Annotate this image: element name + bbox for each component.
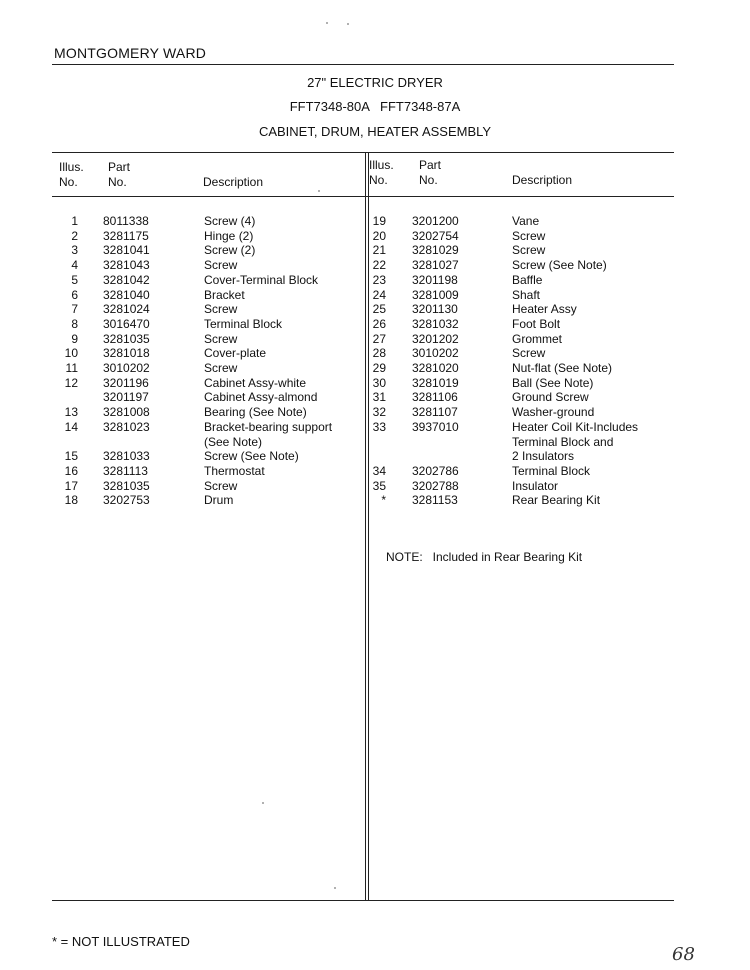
scan-speck bbox=[334, 887, 336, 889]
illus-number: 3 bbox=[71, 243, 78, 258]
part-description: Terminal Block bbox=[204, 316, 283, 331]
part-number: 3281106 bbox=[412, 390, 458, 405]
part-description: Thermostat bbox=[204, 463, 265, 478]
part-description: Terminal Block and bbox=[512, 434, 614, 449]
part-description: Screw (4) bbox=[204, 214, 256, 228]
illus-number: 32 bbox=[372, 405, 386, 420]
part-number: 3010202 bbox=[103, 361, 150, 375]
table-top-rule bbox=[52, 152, 674, 153]
note-text: NOTE: Included in Rear Bearing Kit bbox=[386, 550, 583, 564]
part-description: Nut-flat (See Note) bbox=[512, 361, 613, 375]
part-description: Ball (See Note) bbox=[512, 375, 594, 390]
part-description: Cabinet Assy-white bbox=[204, 375, 307, 390]
right-description-header: Description bbox=[512, 173, 573, 187]
illus-number: 6 bbox=[71, 287, 78, 302]
handwritten-page-number: 68 bbox=[672, 944, 695, 965]
part-description: Insulator bbox=[512, 478, 559, 493]
illus-number: 35 bbox=[372, 478, 386, 493]
illus-number: 34 bbox=[372, 463, 386, 478]
right-illus-header: Illus. No. bbox=[369, 158, 394, 187]
illus-number: 12 bbox=[64, 375, 78, 390]
part-description: Bearing (See Note) bbox=[204, 405, 307, 420]
part-description: Screw (See Note) bbox=[512, 258, 607, 273]
illus-number: 28 bbox=[372, 346, 386, 361]
part-number: 3016470 bbox=[103, 316, 150, 331]
illus-number: 16 bbox=[64, 463, 78, 478]
illus-number: 13 bbox=[64, 405, 78, 420]
part-description: Heater Coil Kit-Includes bbox=[512, 419, 639, 434]
part-description: Vane bbox=[512, 214, 540, 228]
illus-number: 4 bbox=[71, 258, 78, 273]
illus-number: 22 bbox=[372, 258, 386, 273]
part-number: 3281042 bbox=[103, 272, 150, 287]
part-number: 3281035 bbox=[103, 331, 150, 346]
assembly-title: CABINET, DRUM, HEATER ASSEMBLY bbox=[258, 124, 492, 139]
illus-number: 14 bbox=[64, 419, 78, 434]
footnote: * = NOT ILLUSTRATED bbox=[52, 934, 190, 949]
part-number: 3281008 bbox=[103, 405, 150, 420]
part-number: 3281024 bbox=[103, 302, 150, 317]
part-number: 3202753 bbox=[103, 493, 150, 508]
part-number: 3201196 bbox=[103, 375, 149, 390]
part-number: 3281113 bbox=[103, 463, 148, 478]
part-description: Ground Screw bbox=[512, 390, 589, 405]
illus-number: * bbox=[381, 493, 386, 508]
part-number: 3281023 bbox=[103, 419, 150, 434]
left-part-header: Part No. bbox=[108, 160, 131, 189]
part-description: Cover-Terminal Block bbox=[204, 272, 319, 287]
illus-number: 30 bbox=[372, 375, 386, 390]
illus-number: 23 bbox=[372, 272, 386, 287]
part-number: 3281035 bbox=[103, 478, 150, 493]
part-description: Screw (2) bbox=[204, 243, 256, 258]
part-description: Hinge (2) bbox=[204, 228, 254, 243]
left-description-header: Description bbox=[203, 175, 264, 189]
illus-number: 27 bbox=[372, 331, 386, 346]
illus-number: 8 bbox=[71, 316, 78, 331]
part-description: Grommet bbox=[512, 331, 563, 346]
scan-speck bbox=[326, 22, 328, 24]
part-number: 3937010 bbox=[412, 419, 459, 434]
part-number: 3281043 bbox=[103, 258, 150, 273]
part-description: Cabinet Assy-almond bbox=[204, 390, 318, 405]
illus-number: 2 bbox=[71, 228, 78, 243]
illus-number: 9 bbox=[71, 331, 78, 346]
illus-number: 21 bbox=[372, 243, 386, 258]
part-number: 3010202 bbox=[412, 346, 459, 361]
part-number: 3281153 bbox=[412, 493, 458, 508]
right-part-header: Part No. bbox=[419, 158, 442, 187]
part-number: 3201197 bbox=[103, 390, 149, 405]
header-bottom-rule bbox=[52, 196, 674, 197]
illus-number: 19 bbox=[372, 214, 386, 228]
illus-number: 5 bbox=[71, 272, 78, 287]
part-description: Screw bbox=[204, 258, 238, 273]
part-number: 3281041 bbox=[103, 243, 150, 258]
illus-number: 1 bbox=[71, 214, 78, 228]
model-numbers: FFT7348-80A FFT7348-87A bbox=[289, 99, 461, 114]
part-number: 3281175 bbox=[103, 228, 149, 243]
part-description: Washer-ground bbox=[512, 405, 595, 420]
part-description: Screw bbox=[204, 331, 238, 346]
part-description: Baffle bbox=[512, 272, 543, 287]
part-description: Screw bbox=[512, 346, 546, 361]
illus-number: 31 bbox=[372, 390, 386, 405]
part-number: 3281018 bbox=[103, 346, 150, 361]
illus-number: 33 bbox=[372, 419, 386, 434]
part-description: Screw bbox=[512, 243, 546, 258]
part-description: Foot Bolt bbox=[512, 316, 561, 331]
part-description: Screw bbox=[512, 228, 546, 243]
part-number: 3201202 bbox=[412, 331, 459, 346]
part-description: Cover-plate bbox=[204, 346, 267, 361]
part-number: 3281040 bbox=[103, 287, 150, 302]
part-number: 3281019 bbox=[412, 375, 459, 390]
part-description: Terminal Block bbox=[512, 463, 591, 478]
illus-number: 17 bbox=[64, 478, 78, 493]
part-number: 3201200 bbox=[412, 214, 459, 228]
brand-name: MONTGOMERY WARD bbox=[54, 45, 207, 61]
illus-number: 15 bbox=[64, 449, 78, 464]
illus-number: 10 bbox=[64, 346, 78, 361]
illus-number: 11 bbox=[65, 361, 78, 375]
part-number: 3281029 bbox=[412, 243, 459, 258]
part-description: Rear Bearing Kit bbox=[512, 493, 601, 508]
part-number: 8011338 bbox=[103, 214, 149, 228]
illus-number: 26 bbox=[372, 316, 386, 331]
part-number: 3202788 bbox=[412, 478, 459, 493]
illus-number: 20 bbox=[372, 228, 386, 243]
illus-number: 24 bbox=[372, 287, 386, 302]
document-title: 27" ELECTRIC DRYER bbox=[307, 75, 443, 90]
illus-number: 29 bbox=[372, 361, 386, 375]
part-description: (See Note) bbox=[204, 434, 263, 449]
part-number: 3281107 bbox=[412, 405, 458, 420]
part-number: 3202754 bbox=[412, 228, 459, 243]
illus-number: 7 bbox=[71, 302, 78, 317]
part-number: 3281009 bbox=[412, 287, 459, 302]
part-description: 2 Insulators bbox=[512, 449, 575, 464]
part-description: Drum bbox=[204, 493, 234, 508]
part-number: 3281032 bbox=[412, 316, 459, 331]
illus-number: 25 bbox=[372, 302, 386, 317]
part-number: 3281020 bbox=[412, 361, 459, 375]
top-rule bbox=[52, 64, 674, 65]
part-description: Screw bbox=[204, 478, 238, 493]
bottom-rule bbox=[52, 900, 674, 901]
part-description: Bracket-bearing support bbox=[204, 419, 333, 434]
scan-speck bbox=[318, 190, 320, 192]
scan-speck bbox=[262, 802, 264, 804]
part-number: 3201198 bbox=[412, 272, 458, 287]
part-description: Screw (See Note) bbox=[204, 449, 299, 464]
part-description: Heater Assy bbox=[512, 302, 577, 317]
part-description: Screw bbox=[204, 361, 238, 375]
scan-speck bbox=[347, 23, 349, 25]
part-description: Shaft bbox=[512, 287, 541, 302]
part-number: 3201130 bbox=[412, 302, 458, 317]
part-number: 3281033 bbox=[103, 449, 150, 464]
part-description: Screw bbox=[204, 302, 238, 317]
part-number: 3202786 bbox=[412, 463, 459, 478]
illus-number: 18 bbox=[64, 493, 78, 508]
part-description: Bracket bbox=[204, 287, 245, 302]
part-number: 3281027 bbox=[412, 258, 459, 273]
left-illus-header: Illus. No. bbox=[59, 160, 84, 189]
